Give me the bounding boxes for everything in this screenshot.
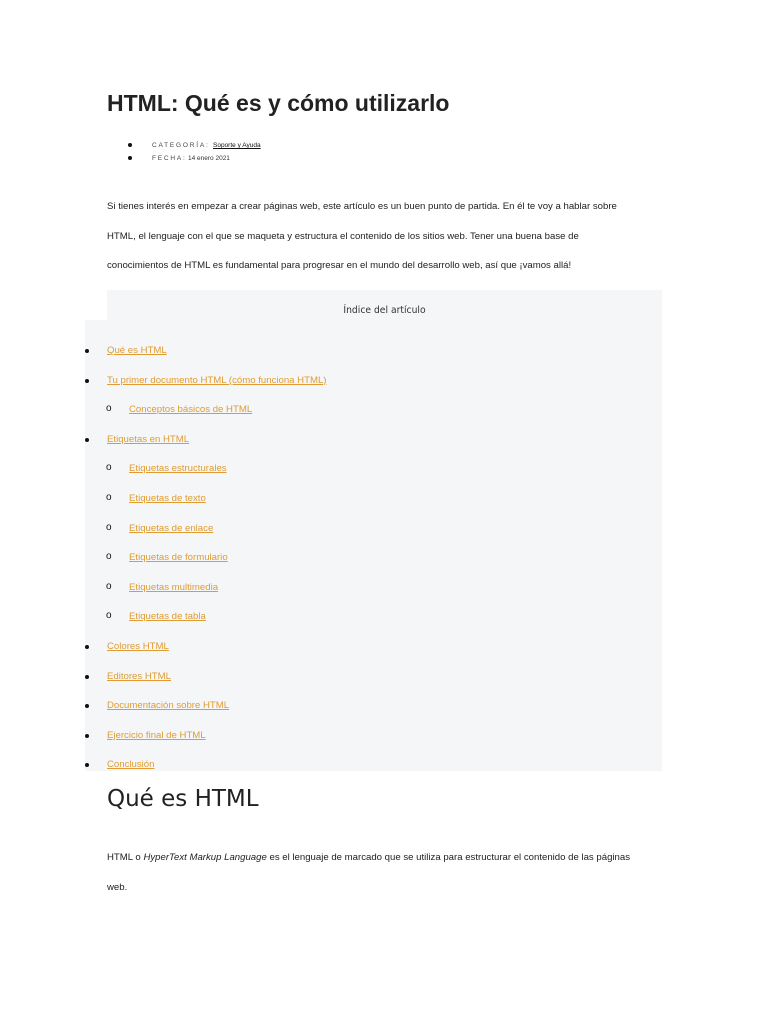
toc-sub-marker: o <box>106 462 112 474</box>
toc-sub-marker: o <box>106 551 112 563</box>
toc-sub-marker: o <box>106 610 112 622</box>
toc-link[interactable]: Colores HTML <box>107 641 169 652</box>
toc-link[interactable]: Tu primer documento HTML (cómo funciona HTML) <box>107 374 327 386</box>
toc-link[interactable]: Etiquetas de enlace <box>129 522 214 534</box>
toc-sub-marker: o <box>106 580 112 592</box>
toc-link[interactable]: Editores HTML <box>107 670 171 682</box>
date-value: 14 enero 2021 <box>188 155 230 162</box>
toc-bullet <box>85 675 89 679</box>
intro-paragraph <box>107 192 667 281</box>
intro-line: Si tienes interés en empezar a crear páginas web, este artículo es un buen punto de partida. En él te voy a hablar sobre <box>107 201 617 212</box>
section-paragraph <box>107 843 667 902</box>
toc-bullet <box>85 734 89 738</box>
toc-link[interactable]: Etiquetas en HTML <box>107 433 190 445</box>
toc-title: Índice del artículo <box>343 305 426 316</box>
toc-link[interactable]: Etiquetas multimedia <box>129 581 219 593</box>
toc-link[interactable]: Qué es HTML <box>107 345 167 356</box>
intro-line: conocimientos de HTML es fundamental para progresar en el mundo del desarrollo web, así que ¡vamos allá! <box>107 260 572 271</box>
toc-bullet <box>85 349 89 353</box>
section-text-rest: es el lenguaje de marcado que se utiliza para estructurar el contenido de las páginas <box>266 852 631 863</box>
toc-bullet-band <box>85 320 107 771</box>
toc-link[interactable]: Ejercicio final de HTML <box>107 729 206 741</box>
section-line <box>107 843 667 873</box>
category-label: CATEGORÍA: <box>152 142 210 149</box>
toc-link[interactable]: Conceptos básicos de HTML <box>129 404 253 416</box>
toc-link[interactable]: Documentación sobre HTML <box>107 700 230 712</box>
toc-sub-marker: o <box>106 521 112 533</box>
intro-line: HTML, el lenguaje con el que se maqueta y estructura el contenido de los sitios web. Tener una buena base de <box>107 230 579 242</box>
toc-sub-marker: o <box>106 492 112 503</box>
section-text-em: HyperText Markup Language <box>143 852 267 863</box>
date-label: FECHA: <box>152 155 187 162</box>
toc-link[interactable]: Etiquetas de tabla <box>129 611 206 623</box>
article-title: HTML: Qué es y cómo utilizarlo <box>107 90 450 116</box>
toc-link[interactable]: Etiquetas estructurales <box>129 463 227 475</box>
toc-link[interactable]: Etiquetas de formulario <box>129 552 228 564</box>
section-text-start: HTML o <box>107 852 144 863</box>
category-link[interactable]: Soporte y Ayuda <box>213 142 261 149</box>
toc-link[interactable]: Etiquetas de texto <box>129 493 206 504</box>
section-line-2: web. <box>107 881 128 893</box>
section-heading: Qué es HTML <box>107 786 259 812</box>
toc-bullet <box>85 438 89 442</box>
toc-bullet <box>85 379 89 383</box>
toc-bullet <box>85 645 89 649</box>
toc-sub-marker: o <box>106 403 112 415</box>
toc-link[interactable]: Conclusión <box>107 759 155 771</box>
